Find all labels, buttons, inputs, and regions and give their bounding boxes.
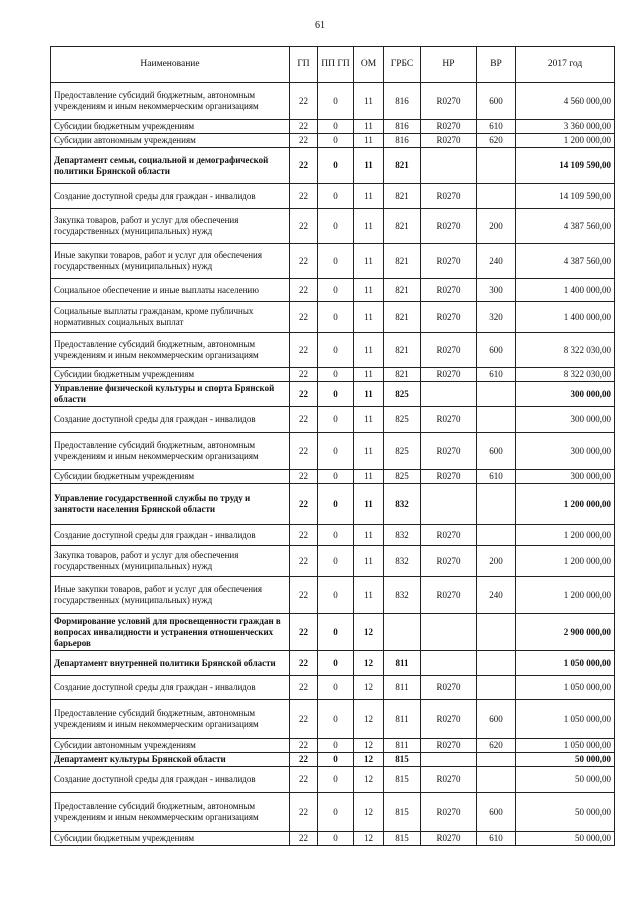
cell-gp: 22: [290, 739, 318, 753]
cell-nr: R0270: [421, 832, 477, 846]
cell-ppgp: 0: [318, 767, 354, 793]
cell-vr: [477, 148, 516, 184]
cell-ppgp: 0: [318, 209, 354, 244]
cell-amount: 50 000,00: [516, 767, 615, 793]
cell-grbs: 832: [384, 484, 421, 525]
table-row: [51, 209, 615, 244]
header-row: [51, 47, 615, 83]
cell-amount: 14 109 590,00: [516, 148, 615, 184]
cell-nr: [421, 753, 477, 767]
cell-nr: R0270: [421, 134, 477, 148]
cell-gp: 22: [290, 577, 318, 614]
cell-vr: 610: [477, 470, 516, 484]
cell-name: Департамент семьи, социальной и демографической политики Брянской области: [51, 148, 290, 184]
header-name: Наименование: [51, 47, 290, 83]
cell-amount: 300 000,00: [516, 470, 615, 484]
cell-nr: [421, 148, 477, 184]
cell-name: Предоставление субсидий бюджетным, автономным учреждениям и иным некоммерческим организациям: [51, 433, 290, 470]
cell-amount: 8 322 030,00: [516, 368, 615, 382]
cell-ppgp: 0: [318, 470, 354, 484]
cell-om: 11: [354, 333, 384, 368]
cell-name: Управление государственной службы по труду и занятости населения Брянской области: [51, 484, 290, 525]
cell-grbs: [384, 614, 421, 651]
cell-om: 12: [354, 832, 384, 846]
cell-om: 12: [354, 700, 384, 739]
cell-gp: 22: [290, 651, 318, 676]
table-row: [51, 368, 615, 382]
cell-ppgp: 0: [318, 739, 354, 753]
cell-ppgp: 0: [318, 333, 354, 368]
cell-ppgp: 0: [318, 651, 354, 676]
cell-amount: 50 000,00: [516, 832, 615, 846]
cell-name: Субсидии автономным учреждениям: [51, 134, 290, 148]
cell-nr: R0270: [421, 793, 477, 832]
cell-name: Субсидии бюджетным учреждениям: [51, 470, 290, 484]
cell-nr: R0270: [421, 120, 477, 134]
cell-vr: [477, 382, 516, 407]
cell-om: 11: [354, 120, 384, 134]
table-row: [51, 279, 615, 302]
cell-nr: R0270: [421, 407, 477, 433]
cell-name: Предоставление субсидий бюджетным, автономным учреждениям и иным некоммерческим организациям: [51, 700, 290, 739]
cell-ppgp: 0: [318, 382, 354, 407]
cell-om: 12: [354, 753, 384, 767]
cell-om: 11: [354, 302, 384, 333]
cell-amount: 1 200 000,00: [516, 525, 615, 546]
cell-ppgp: 0: [318, 83, 354, 120]
cell-nr: [421, 614, 477, 651]
cell-grbs: 816: [384, 120, 421, 134]
cell-vr: 300: [477, 279, 516, 302]
table-row: [51, 484, 615, 525]
cell-vr: 620: [477, 134, 516, 148]
cell-amount: 4 560 000,00: [516, 83, 615, 120]
cell-gp: 22: [290, 546, 318, 577]
cell-ppgp: 0: [318, 407, 354, 433]
cell-om: 12: [354, 793, 384, 832]
cell-nr: R0270: [421, 333, 477, 368]
table-row: [51, 407, 615, 433]
cell-ppgp: 0: [318, 525, 354, 546]
cell-gp: 22: [290, 244, 318, 279]
cell-om: 11: [354, 382, 384, 407]
cell-grbs: 811: [384, 700, 421, 739]
cell-grbs: 821: [384, 209, 421, 244]
cell-amount: 300 000,00: [516, 382, 615, 407]
table-row: [51, 470, 615, 484]
cell-gp: 22: [290, 753, 318, 767]
cell-nr: R0270: [421, 209, 477, 244]
cell-grbs: 821: [384, 244, 421, 279]
cell-om: 12: [354, 676, 384, 700]
cell-ppgp: 0: [318, 577, 354, 614]
cell-vr: [477, 614, 516, 651]
table-row: [51, 525, 615, 546]
cell-amount: 1 400 000,00: [516, 302, 615, 333]
cell-name: Субсидии бюджетным учреждениям: [51, 368, 290, 382]
cell-vr: 200: [477, 546, 516, 577]
table-body: [51, 83, 615, 846]
table-row: [51, 244, 615, 279]
cell-gp: 22: [290, 793, 318, 832]
table-row: [51, 700, 615, 739]
cell-om: 11: [354, 368, 384, 382]
cell-grbs: 815: [384, 793, 421, 832]
cell-vr: 600: [477, 333, 516, 368]
cell-vr: [477, 676, 516, 700]
cell-amount: 4 387 560,00: [516, 209, 615, 244]
cell-amount: 1 200 000,00: [516, 577, 615, 614]
cell-gp: 22: [290, 302, 318, 333]
cell-name: Субсидии автономным учреждениям: [51, 739, 290, 753]
cell-ppgp: 0: [318, 676, 354, 700]
cell-amount: 1 400 000,00: [516, 279, 615, 302]
cell-grbs: 821: [384, 279, 421, 302]
table-row: [51, 753, 615, 767]
cell-amount: 1 050 000,00: [516, 676, 615, 700]
cell-om: 11: [354, 83, 384, 120]
cell-vr: [477, 651, 516, 676]
cell-amount: 1 050 000,00: [516, 700, 615, 739]
cell-vr: 610: [477, 832, 516, 846]
cell-nr: R0270: [421, 433, 477, 470]
cell-om: 11: [354, 148, 384, 184]
cell-grbs: 825: [384, 433, 421, 470]
cell-om: 11: [354, 470, 384, 484]
cell-vr: 610: [477, 120, 516, 134]
cell-ppgp: 0: [318, 753, 354, 767]
cell-ppgp: 0: [318, 793, 354, 832]
cell-gp: 22: [290, 333, 318, 368]
cell-name: Создание доступной среды для граждан - инвалидов: [51, 767, 290, 793]
cell-amount: 1 050 000,00: [516, 739, 615, 753]
cell-name: Предоставление субсидий бюджетным, автономным учреждениям и иным некоммерческим организациям: [51, 83, 290, 120]
cell-name: Предоставление субсидий бюджетным, автономным учреждениям и иным некоммерческим организациям: [51, 793, 290, 832]
cell-ppgp: 0: [318, 368, 354, 382]
cell-om: 11: [354, 244, 384, 279]
cell-name: Социальное обеспечение и иные выплаты населению: [51, 279, 290, 302]
cell-name: Департамент внутренней политики Брянской области: [51, 651, 290, 676]
cell-amount: 4 387 560,00: [516, 244, 615, 279]
cell-ppgp: 0: [318, 134, 354, 148]
cell-name: Социальные выплаты гражданам, кроме публичных нормативных социальных выплат: [51, 302, 290, 333]
cell-gp: 22: [290, 209, 318, 244]
cell-amount: 14 109 590,00: [516, 184, 615, 209]
cell-nr: R0270: [421, 700, 477, 739]
cell-om: 12: [354, 614, 384, 651]
cell-om: 12: [354, 739, 384, 753]
cell-vr: 600: [477, 83, 516, 120]
cell-grbs: 832: [384, 577, 421, 614]
cell-nr: [421, 651, 477, 676]
cell-om: 11: [354, 209, 384, 244]
cell-gp: 22: [290, 484, 318, 525]
table-row: [51, 577, 615, 614]
cell-amount: 1 200 000,00: [516, 134, 615, 148]
cell-nr: R0270: [421, 302, 477, 333]
cell-om: 11: [354, 546, 384, 577]
table-row: [51, 739, 615, 753]
cell-grbs: 821: [384, 184, 421, 209]
cell-amount: 2 900 000,00: [516, 614, 615, 651]
cell-ppgp: 0: [318, 279, 354, 302]
cell-nr: [421, 484, 477, 525]
cell-name: Предоставление субсидий бюджетным, автономным учреждениям и иным некоммерческим организациям: [51, 333, 290, 368]
cell-name: Субсидии бюджетным учреждениям: [51, 120, 290, 134]
cell-gp: 22: [290, 83, 318, 120]
cell-name: Иные закупки товаров, работ и услуг для обеспечения государственных (муниципальных) нужд: [51, 244, 290, 279]
cell-grbs: 832: [384, 525, 421, 546]
cell-om: 11: [354, 184, 384, 209]
cell-vr: [477, 753, 516, 767]
cell-nr: R0270: [421, 739, 477, 753]
cell-ppgp: 0: [318, 700, 354, 739]
cell-om: 11: [354, 407, 384, 433]
cell-name: Департамент культуры Брянской области: [51, 753, 290, 767]
cell-nr: R0270: [421, 244, 477, 279]
cell-gp: 22: [290, 279, 318, 302]
table-row: [51, 134, 615, 148]
cell-om: 11: [354, 577, 384, 614]
cell-om: 12: [354, 651, 384, 676]
cell-name: Закупка товаров, работ и услуг для обеспечения государственных (муниципальных) нужд: [51, 546, 290, 577]
cell-gp: 22: [290, 676, 318, 700]
cell-nr: R0270: [421, 546, 477, 577]
cell-ppgp: 0: [318, 244, 354, 279]
cell-gp: 22: [290, 407, 318, 433]
cell-nr: R0270: [421, 767, 477, 793]
cell-amount: 8 322 030,00: [516, 333, 615, 368]
cell-gp: 22: [290, 368, 318, 382]
cell-ppgp: 0: [318, 832, 354, 846]
table-row: [51, 832, 615, 846]
page-number: 61: [315, 20, 325, 31]
cell-om: 11: [354, 433, 384, 470]
cell-gp: 22: [290, 470, 318, 484]
cell-om: 11: [354, 484, 384, 525]
cell-amount: 1 200 000,00: [516, 546, 615, 577]
cell-grbs: 815: [384, 767, 421, 793]
cell-om: 11: [354, 279, 384, 302]
cell-grbs: 811: [384, 739, 421, 753]
cell-vr: 200: [477, 209, 516, 244]
cell-name: Иные закупки товаров, работ и услуг для обеспечения государственных (муниципальных) нужд: [51, 577, 290, 614]
cell-vr: [477, 184, 516, 209]
cell-amount: 50 000,00: [516, 753, 615, 767]
cell-gp: 22: [290, 148, 318, 184]
budget-table: [50, 46, 615, 846]
cell-vr: 620: [477, 739, 516, 753]
table-row: [51, 767, 615, 793]
table-row: [51, 83, 615, 120]
cell-ppgp: 0: [318, 433, 354, 470]
cell-vr: 600: [477, 793, 516, 832]
cell-name: Субсидии бюджетным учреждениям: [51, 832, 290, 846]
header-nr: НР: [421, 47, 477, 83]
header-gp: ГП: [290, 47, 318, 83]
cell-gp: 22: [290, 382, 318, 407]
table-row: [51, 651, 615, 676]
cell-grbs: 821: [384, 148, 421, 184]
cell-nr: R0270: [421, 83, 477, 120]
cell-nr: [421, 382, 477, 407]
cell-amount: 50 000,00: [516, 793, 615, 832]
table-row: [51, 546, 615, 577]
cell-om: 12: [354, 767, 384, 793]
header-vr: ВР: [477, 47, 516, 83]
cell-ppgp: 0: [318, 614, 354, 651]
cell-ppgp: 0: [318, 120, 354, 134]
cell-gp: 22: [290, 134, 318, 148]
cell-name: Создание доступной среды для граждан - инвалидов: [51, 525, 290, 546]
cell-gp: 22: [290, 700, 318, 739]
header-ppgp: ПП ГП: [318, 47, 354, 83]
cell-vr: [477, 484, 516, 525]
cell-ppgp: 0: [318, 302, 354, 333]
cell-grbs: 815: [384, 832, 421, 846]
cell-amount: 3 360 000,00: [516, 120, 615, 134]
cell-om: 11: [354, 134, 384, 148]
cell-vr: [477, 767, 516, 793]
cell-gp: 22: [290, 120, 318, 134]
table-row: [51, 382, 615, 407]
cell-grbs: 816: [384, 134, 421, 148]
cell-gp: 22: [290, 525, 318, 546]
cell-gp: 22: [290, 433, 318, 470]
cell-vr: 240: [477, 577, 516, 614]
cell-vr: 240: [477, 244, 516, 279]
cell-gp: 22: [290, 767, 318, 793]
cell-nr: R0270: [421, 279, 477, 302]
cell-grbs: 825: [384, 407, 421, 433]
cell-amount: 300 000,00: [516, 407, 615, 433]
table-row: [51, 184, 615, 209]
cell-vr: 320: [477, 302, 516, 333]
cell-grbs: 821: [384, 368, 421, 382]
cell-gp: 22: [290, 184, 318, 209]
cell-nr: R0270: [421, 184, 477, 209]
cell-nr: R0270: [421, 525, 477, 546]
cell-vr: 600: [477, 700, 516, 739]
cell-nr: R0270: [421, 470, 477, 484]
cell-grbs: 832: [384, 546, 421, 577]
cell-ppgp: 0: [318, 546, 354, 577]
header-year: 2017 год: [516, 47, 615, 83]
cell-vr: 610: [477, 368, 516, 382]
cell-ppgp: 0: [318, 184, 354, 209]
cell-name: Закупка товаров, работ и услуг для обеспечения государственных (муниципальных) нужд: [51, 209, 290, 244]
cell-nr: R0270: [421, 368, 477, 382]
cell-nr: R0270: [421, 676, 477, 700]
table-row: [51, 333, 615, 368]
table-row: [51, 302, 615, 333]
cell-gp: 22: [290, 614, 318, 651]
cell-grbs: 816: [384, 83, 421, 120]
cell-name: Создание доступной среды для граждан - инвалидов: [51, 676, 290, 700]
cell-name: Создание доступной среды для граждан - инвалидов: [51, 407, 290, 433]
table-row: [51, 148, 615, 184]
cell-vr: 600: [477, 433, 516, 470]
table-row: [51, 433, 615, 470]
cell-amount: 1 200 000,00: [516, 484, 615, 525]
cell-ppgp: 0: [318, 484, 354, 525]
header-grbs: ГРБС: [384, 47, 421, 83]
cell-name: Формирование условий для просвещенности граждан в вопросах инвалидности и устранения отношенческих барьеров: [51, 614, 290, 651]
header-om: ОМ: [354, 47, 384, 83]
cell-om: 11: [354, 525, 384, 546]
cell-grbs: 815: [384, 753, 421, 767]
cell-gp: 22: [290, 832, 318, 846]
cell-grbs: 825: [384, 470, 421, 484]
cell-vr: [477, 525, 516, 546]
cell-nr: R0270: [421, 577, 477, 614]
cell-vr: [477, 407, 516, 433]
cell-grbs: 821: [384, 302, 421, 333]
cell-amount: 1 050 000,00: [516, 651, 615, 676]
table-row: [51, 676, 615, 700]
cell-grbs: 825: [384, 382, 421, 407]
cell-grbs: 811: [384, 651, 421, 676]
table-row: [51, 793, 615, 832]
cell-ppgp: 0: [318, 148, 354, 184]
cell-amount: 300 000,00: [516, 433, 615, 470]
cell-grbs: 811: [384, 676, 421, 700]
cell-name: Создание доступной среды для граждан - инвалидов: [51, 184, 290, 209]
cell-name: Управление физической культуры и спорта Брянской области: [51, 382, 290, 407]
cell-grbs: 821: [384, 333, 421, 368]
table-row: [51, 614, 615, 651]
table-row: [51, 120, 615, 134]
